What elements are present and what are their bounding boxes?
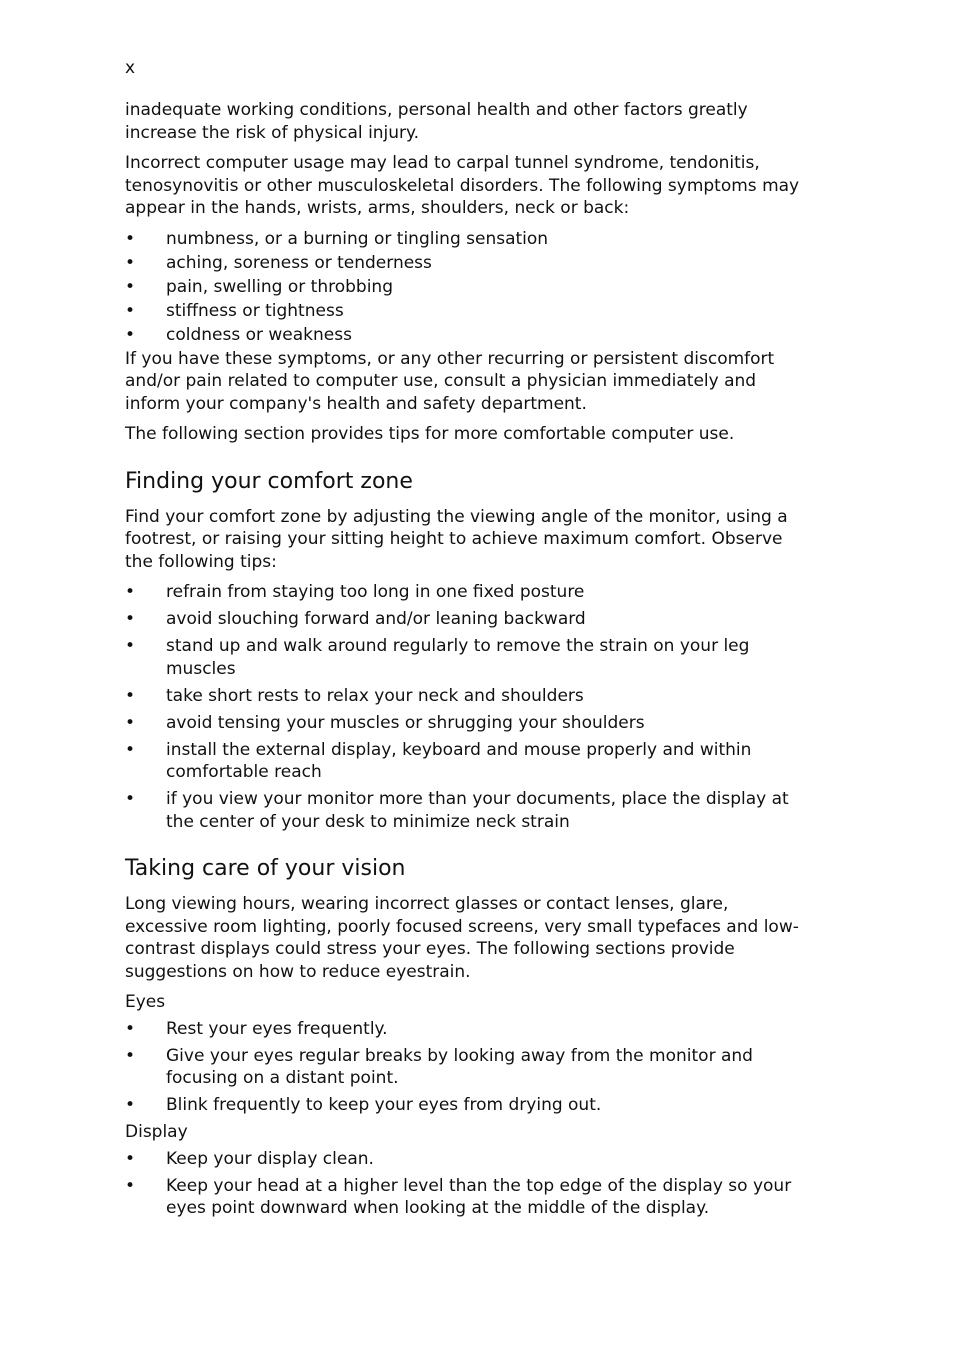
bullet-icon: • xyxy=(125,712,136,733)
list-item xyxy=(125,1045,815,1090)
bullet-icon: • xyxy=(125,252,136,273)
list-item-text: Keep your head at a higher level than the top edge of the display so your eyes point downward when looking at the middle of the display. xyxy=(166,1175,792,1218)
section-heading-comfort: Finding your comfort zone xyxy=(125,468,413,494)
list-item xyxy=(125,712,815,735)
bullet-icon: • xyxy=(125,609,136,629)
page-content xyxy=(125,99,815,1224)
eyes-list xyxy=(125,1018,815,1117)
list-item-text: Rest your eyes frequently. xyxy=(166,1018,388,1039)
subheading-display: Display xyxy=(125,1122,188,1142)
list-item xyxy=(125,685,815,708)
section-heading-vision: Taking care of your vision xyxy=(125,856,406,881)
bullet-icon: • xyxy=(125,739,136,760)
list-item xyxy=(125,581,815,604)
list-item xyxy=(125,324,815,347)
list-item-text: if you view your monitor more than your documents, place the display at the center of your desk to minimize neck strain xyxy=(166,789,789,832)
list-item-text: coldness or weakness xyxy=(166,324,352,345)
list-item xyxy=(125,788,815,833)
list-item-text: install the external display, keyboard and mouse properly and within comfortable reach xyxy=(166,739,752,782)
list-item-text: take short rests to relax your neck and shoulders xyxy=(166,685,584,706)
list-item-text: Blink frequently to keep your eyes from drying out. xyxy=(166,1095,602,1115)
list-item xyxy=(125,276,815,299)
bullet-icon: • xyxy=(125,1018,136,1039)
list-item xyxy=(125,739,815,784)
list-item-text: Give your eyes regular breaks by looking away from the monitor and focusing on a distant point. xyxy=(166,1045,753,1088)
bullet-icon: • xyxy=(125,1148,136,1169)
list-item xyxy=(125,300,815,323)
list-item xyxy=(125,1094,815,1117)
list-item xyxy=(125,635,815,680)
bullet-icon: • xyxy=(125,685,136,706)
page-number: x xyxy=(125,58,136,78)
bullet-icon: • xyxy=(125,324,136,345)
list-item-text: numbness, or a burning or tingling sensation xyxy=(166,228,549,249)
comfort-tips-list xyxy=(125,581,815,833)
bullet-icon: • xyxy=(125,276,136,297)
intro-paragraph: The following section provides tips for more comfortable computer use. xyxy=(125,424,735,444)
intro-paragraph: Incorrect computer usage may lead to carpal tunnel syndrome, tendonitis, tenosynovitis or other musculoskeletal disorders. The following symptoms may appear in the hands, wrists, arms, shoulders, neck or back: xyxy=(125,153,800,218)
list-item xyxy=(125,1175,815,1220)
bullet-icon: • xyxy=(125,300,136,321)
intro-paragraph: If you have these symptoms, or any other recurring or persistent discomfort and/or pain related to computer use, consult a physician immediately and inform your company's health and safety department. xyxy=(125,348,775,414)
symptoms-list xyxy=(125,228,815,347)
list-item-text: avoid tensing your muscles or shrugging your shoulders xyxy=(166,712,645,733)
bullet-icon: • xyxy=(125,1175,136,1196)
bullet-icon: • xyxy=(125,1095,136,1115)
list-item xyxy=(125,1148,815,1171)
bullet-icon: • xyxy=(125,582,136,602)
bullet-icon: • xyxy=(125,636,136,656)
bullet-icon: • xyxy=(125,789,136,809)
vision-paragraph: Long viewing hours, wearing incorrect glasses or contact lenses, glare, excessive room lighting, poorly focused screens, very small typefaces and low-contrast displays could stress your eyes. The following sections provide suggestions on how to reduce eyestrain. xyxy=(125,894,799,982)
list-item xyxy=(125,252,815,275)
list-item xyxy=(125,228,815,251)
bullet-icon: • xyxy=(125,1045,136,1066)
list-item-text: pain, swelling or throbbing xyxy=(166,276,393,297)
list-item-text: avoid slouching forward and/or leaning backward xyxy=(166,609,586,629)
list-item-text: refrain from staying too long in one fixed posture xyxy=(166,582,585,602)
list-item-text: stiffness or tightness xyxy=(166,300,344,321)
bullet-icon: • xyxy=(125,228,136,249)
comfort-paragraph: Find your comfort zone by adjusting the viewing angle of the monitor, using a footrest, or raising your sitting height to achieve maximum comfort. Observe the following tips: xyxy=(125,506,788,572)
list-item-text: aching, soreness or tenderness xyxy=(166,252,432,273)
display-list xyxy=(125,1148,815,1220)
list-item-text: stand up and walk around regularly to remove the strain on your leg muscles xyxy=(166,636,750,679)
intro-paragraph: inadequate working conditions, personal health and other factors greatly increase the risk of physical injury. xyxy=(125,100,748,143)
list-item-text: Keep your display clean. xyxy=(166,1148,374,1169)
subheading-eyes: Eyes xyxy=(125,992,166,1012)
list-item xyxy=(125,1018,815,1041)
list-item xyxy=(125,608,815,631)
